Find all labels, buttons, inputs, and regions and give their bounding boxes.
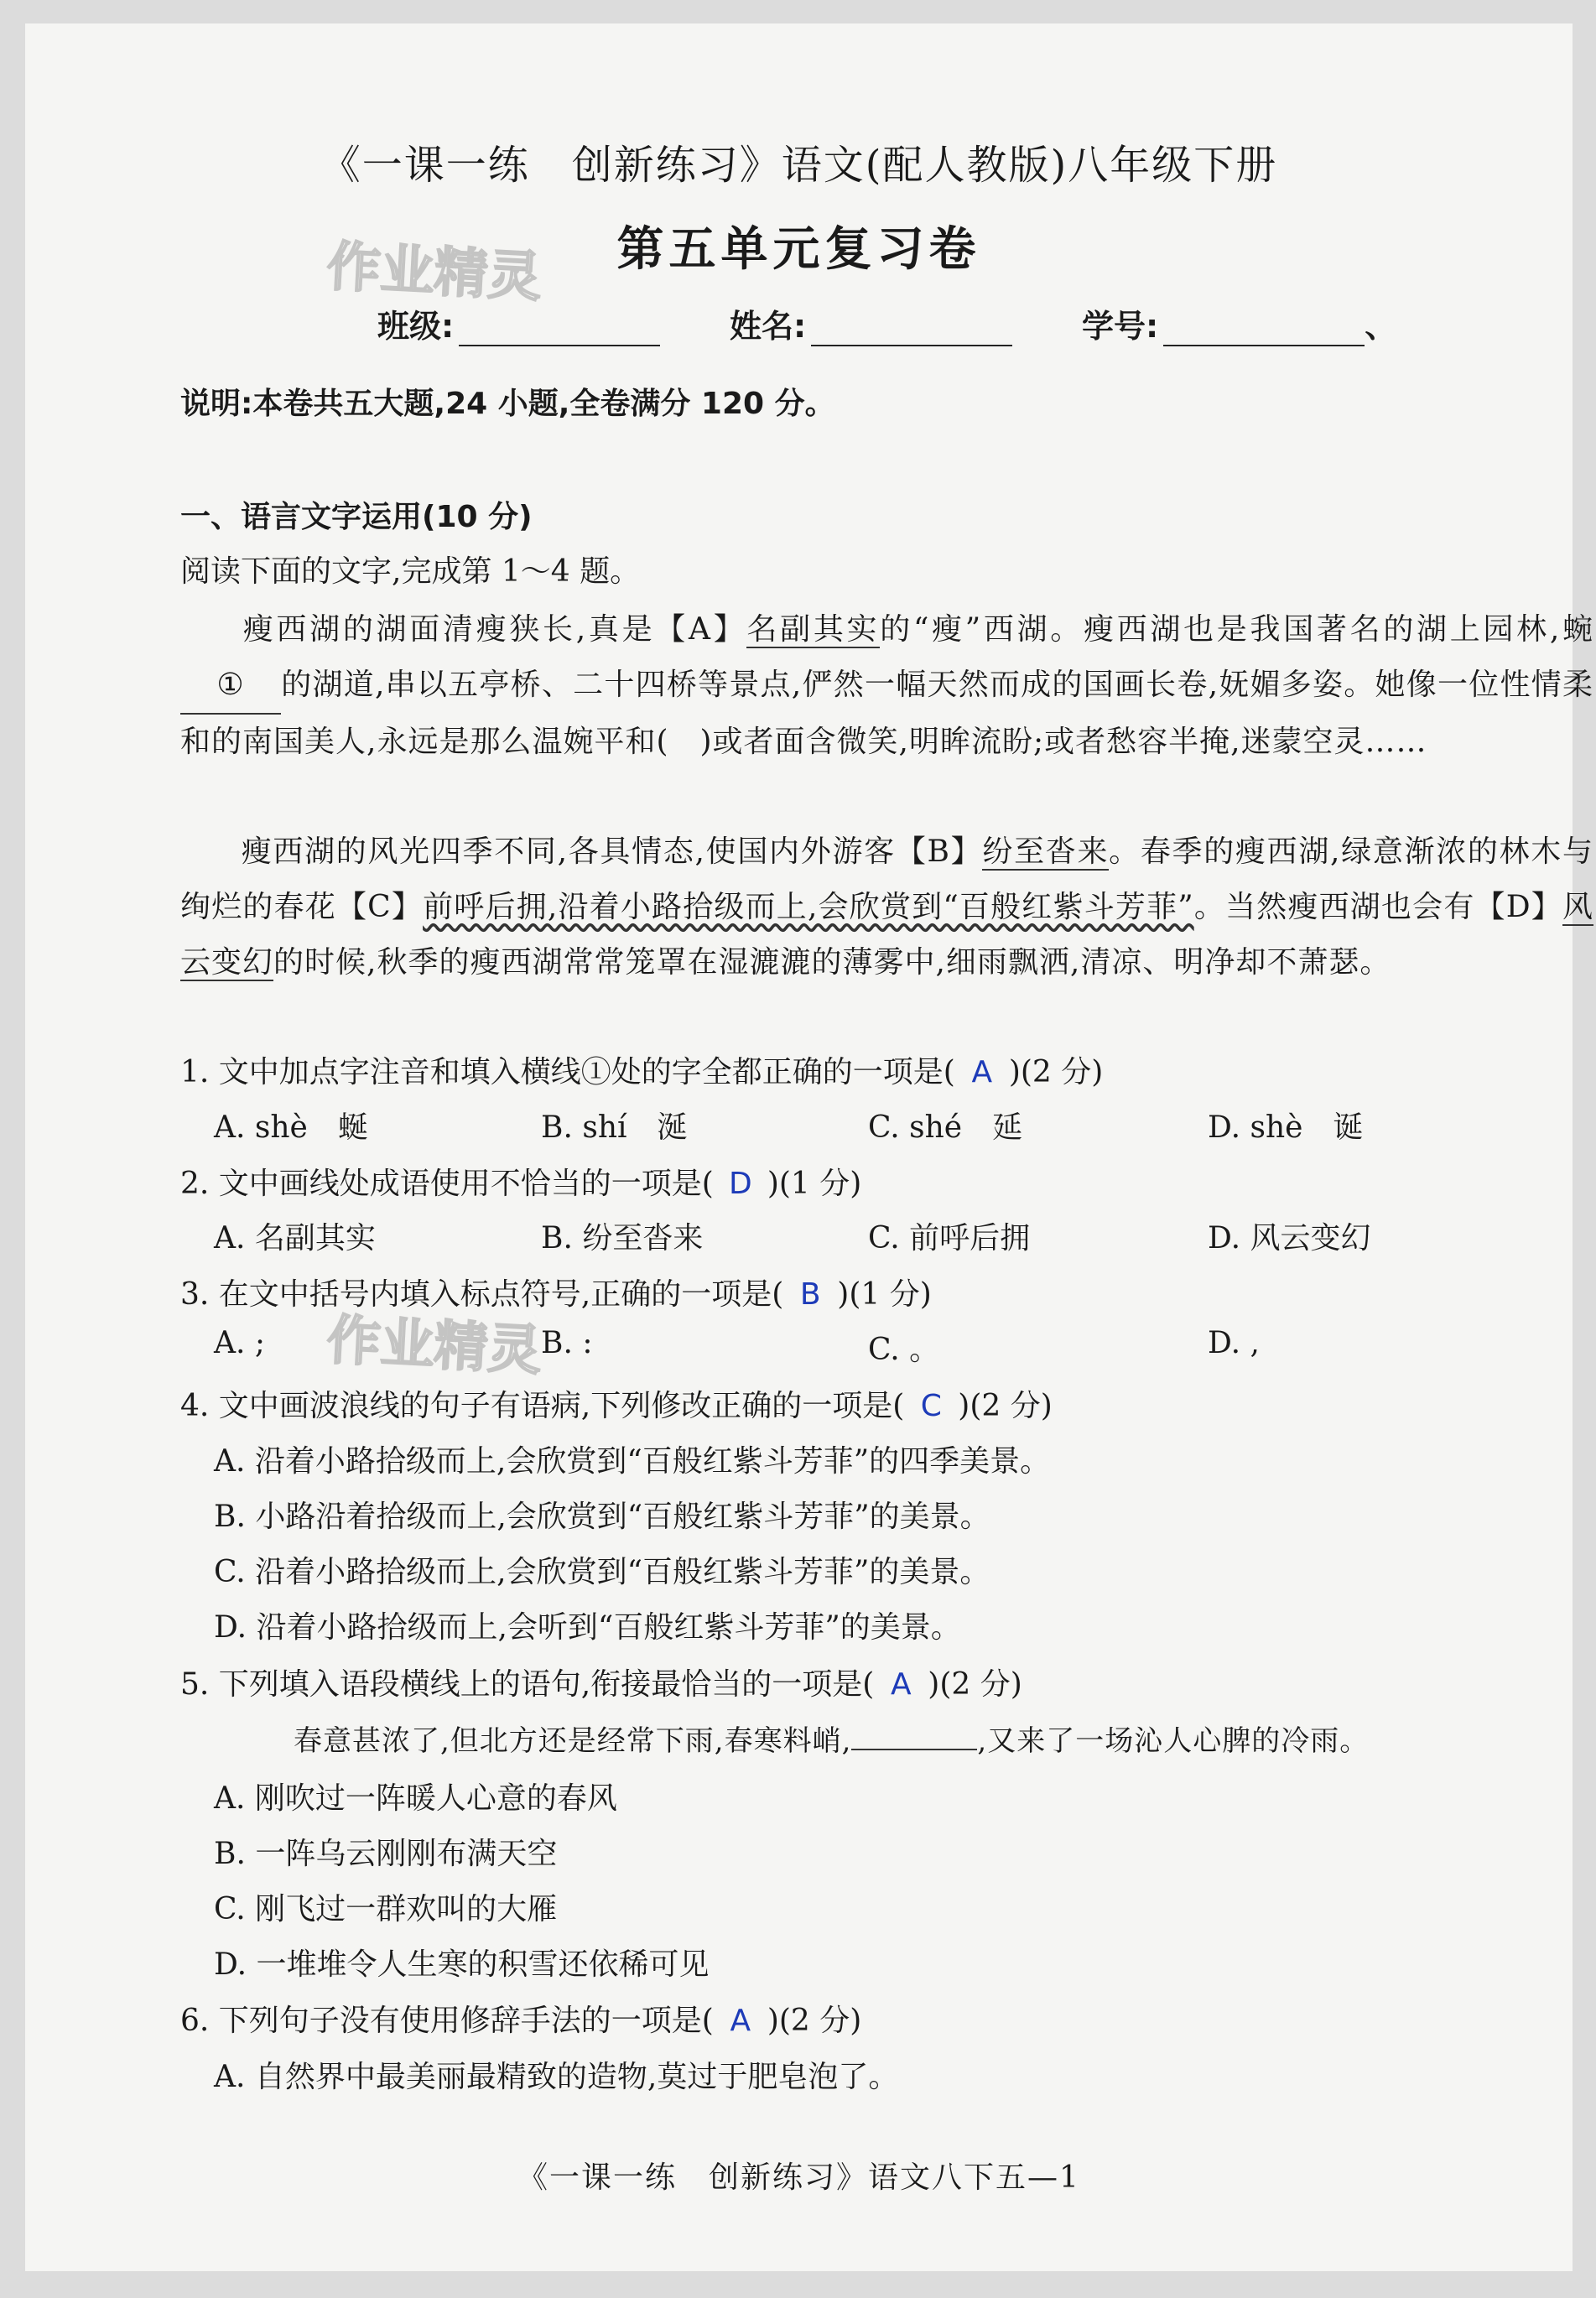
q4-option-d: D. 沿着小路拾级而上,会听到“百般红紫斗芳菲”的美景。 bbox=[214, 1610, 961, 1645]
watermark-logo-middle: 作业精灵 bbox=[325, 1309, 543, 1383]
question-5: 5. 下列填入语段横线上的语句,衔接最恰当的一项是( A )(2 分) bbox=[180, 1667, 1022, 1702]
id-blank[interactable] bbox=[1163, 313, 1365, 346]
q4-option-c: C. 沿着小路拾级而上,会欣赏到“百般红紫斗芳菲”的美景。 bbox=[214, 1555, 990, 1589]
answer-3: B bbox=[799, 1277, 821, 1312]
answer-1: A bbox=[971, 1055, 993, 1089]
unit-title: 第五单元复习卷 bbox=[616, 221, 981, 277]
id-field[interactable] bbox=[1082, 300, 1396, 346]
answer-2: D bbox=[728, 1167, 752, 1201]
q3-option-a: A. ; bbox=[214, 1326, 266, 1360]
passage-paragraph-1: 瘦西湖的湖面清瘦狭长,真是【A】名副其实的“瘦”西湖。瘦西湖也是我国著名的湖上园林,蜿① 的湖道,串以五亭桥、二十四桥等景点,俨然一幅天然而成的国画长卷,妩媚多姿。她像一位性情柔和的南国美人,永远是那么温婉平和( )或者面含微笑,明眸流盼;或者愁容半掩,迷蒙空灵…… bbox=[180, 612, 1593, 759]
section-1-intro: 阅读下面的文字,完成第 1～4 题。 bbox=[180, 554, 641, 589]
class-blank[interactable] bbox=[459, 313, 660, 346]
q2-option-c: C. 前呼后拥 bbox=[868, 1221, 1031, 1256]
q5-blank bbox=[851, 1749, 977, 1750]
watermark-logo-top: 作业精灵 bbox=[325, 236, 543, 309]
q2-option-b: B. 纷至沓来 bbox=[541, 1221, 704, 1256]
idiom-b: 纷至沓来 bbox=[982, 834, 1110, 869]
class-field[interactable] bbox=[377, 300, 660, 346]
q2-option-d: D. 风云变幻 bbox=[1208, 1221, 1371, 1256]
question-3: 3. 在文中括号内填入标点符号,正确的一项是( B )(1 分) bbox=[180, 1277, 932, 1312]
section-1-title: 一、语言文字运用(10 分) bbox=[180, 500, 533, 534]
instructions-note: 说明:本卷共五大题,24 小题,全卷满分 120 分。 bbox=[180, 387, 835, 421]
q5-option-b: B. 一阵乌云刚刚布满天空 bbox=[214, 1837, 558, 1871]
q3-option-b: B. : bbox=[541, 1326, 593, 1360]
q5-quote: 春意甚浓了,但北方还是经常下雨,春寒料峭, ,又来了一场沁人心脾的冷雨。 bbox=[294, 1724, 1370, 1758]
q5-option-c: C. 刚飞过一群欢叫的大雁 bbox=[214, 1892, 558, 1926]
idiom-a: 名副其实 bbox=[746, 612, 881, 647]
question-2: 2. 文中画线处成语使用不恰当的一项是( D )(1 分) bbox=[180, 1167, 862, 1201]
name-field[interactable] bbox=[730, 300, 1012, 346]
q2-option-a: A. 名副其实 bbox=[214, 1221, 376, 1256]
idiom-d: 风云变幻 bbox=[180, 890, 1594, 980]
q1-option-d: D. shè 诞 bbox=[1208, 1110, 1364, 1145]
q6-option-a: A. 自然界中最美丽最精致的造物,莫过于肥皂泡了。 bbox=[214, 2060, 899, 2094]
q5-option-a: A. 刚吹过一阵暖人心意的春风 bbox=[214, 1781, 617, 1816]
passage-paragraph-2: 瘦西湖的风光四季不同,各具情态,使国内外游客【B】纷至沓来。春季的瘦西湖,绿意渐浓的林木与绚烂的春花【C】前呼后拥,沿着小路拾级而上,会欣赏到“百般红紫斗芳菲”。当然瘦西湖也会有【D】风云变幻的时候,秋季的瘦西湖常常笼罩在湿漉漉的薄雾中,细雨飘洒,清凉、明净却不萧瑟。 bbox=[180, 834, 1594, 980]
id-label: 学号: bbox=[1082, 308, 1159, 345]
answer-6: A bbox=[730, 2004, 751, 2038]
q3-option-c: C. 。 bbox=[868, 1333, 940, 1367]
name-label: 姓名: bbox=[730, 308, 807, 345]
name-blank[interactable] bbox=[811, 313, 1012, 346]
q4-option-b: B. 小路沿着拾级而上,会欣赏到“百般红紫斗芳菲”的美景。 bbox=[214, 1500, 990, 1534]
question-4: 4. 文中画波浪线的句子有语病,下列修改正确的一项是( C )(2 分) bbox=[180, 1389, 1053, 1423]
answer-5: A bbox=[890, 1667, 912, 1702]
q1-option-b: B. shí 涎 bbox=[541, 1110, 688, 1145]
page-footer: 《一课一练 创新练习》语文八下五—1 bbox=[517, 2160, 1080, 2195]
q1-option-c: C. shé 延 bbox=[868, 1110, 1023, 1145]
question-1: 1. 文中加点字注音和填入横线①处的字全都正确的一项是( A )(2 分) bbox=[180, 1055, 1104, 1089]
q3-option-d: D. , bbox=[1208, 1326, 1260, 1360]
q1-option-a: A. shè 蜒 bbox=[214, 1110, 368, 1145]
question-6: 6. 下列句子没有使用修辞手法的一项是( A )(2 分) bbox=[180, 2004, 862, 2038]
wavy-sentence: 前呼后拥,沿着小路拾级而上,会欣赏到“百般红紫斗芳菲” bbox=[423, 890, 1194, 924]
id-suffix: 、 bbox=[1365, 308, 1397, 345]
book-title: 《一课一练 创新练习》语文(配人教版)八年级下册 bbox=[320, 142, 1278, 189]
worksheet-page bbox=[25, 23, 1594, 2271]
class-label: 班级: bbox=[377, 308, 455, 345]
q5-option-d: D. 一堆堆令人生寒的积雪还依稀可见 bbox=[214, 1947, 710, 1982]
answer-4: C bbox=[920, 1389, 942, 1423]
blank-1: ① bbox=[180, 658, 281, 715]
q4-option-a: A. 沿着小路拾级而上,会欣赏到“百般红紫斗芳菲”的四季美景。 bbox=[214, 1444, 1051, 1479]
